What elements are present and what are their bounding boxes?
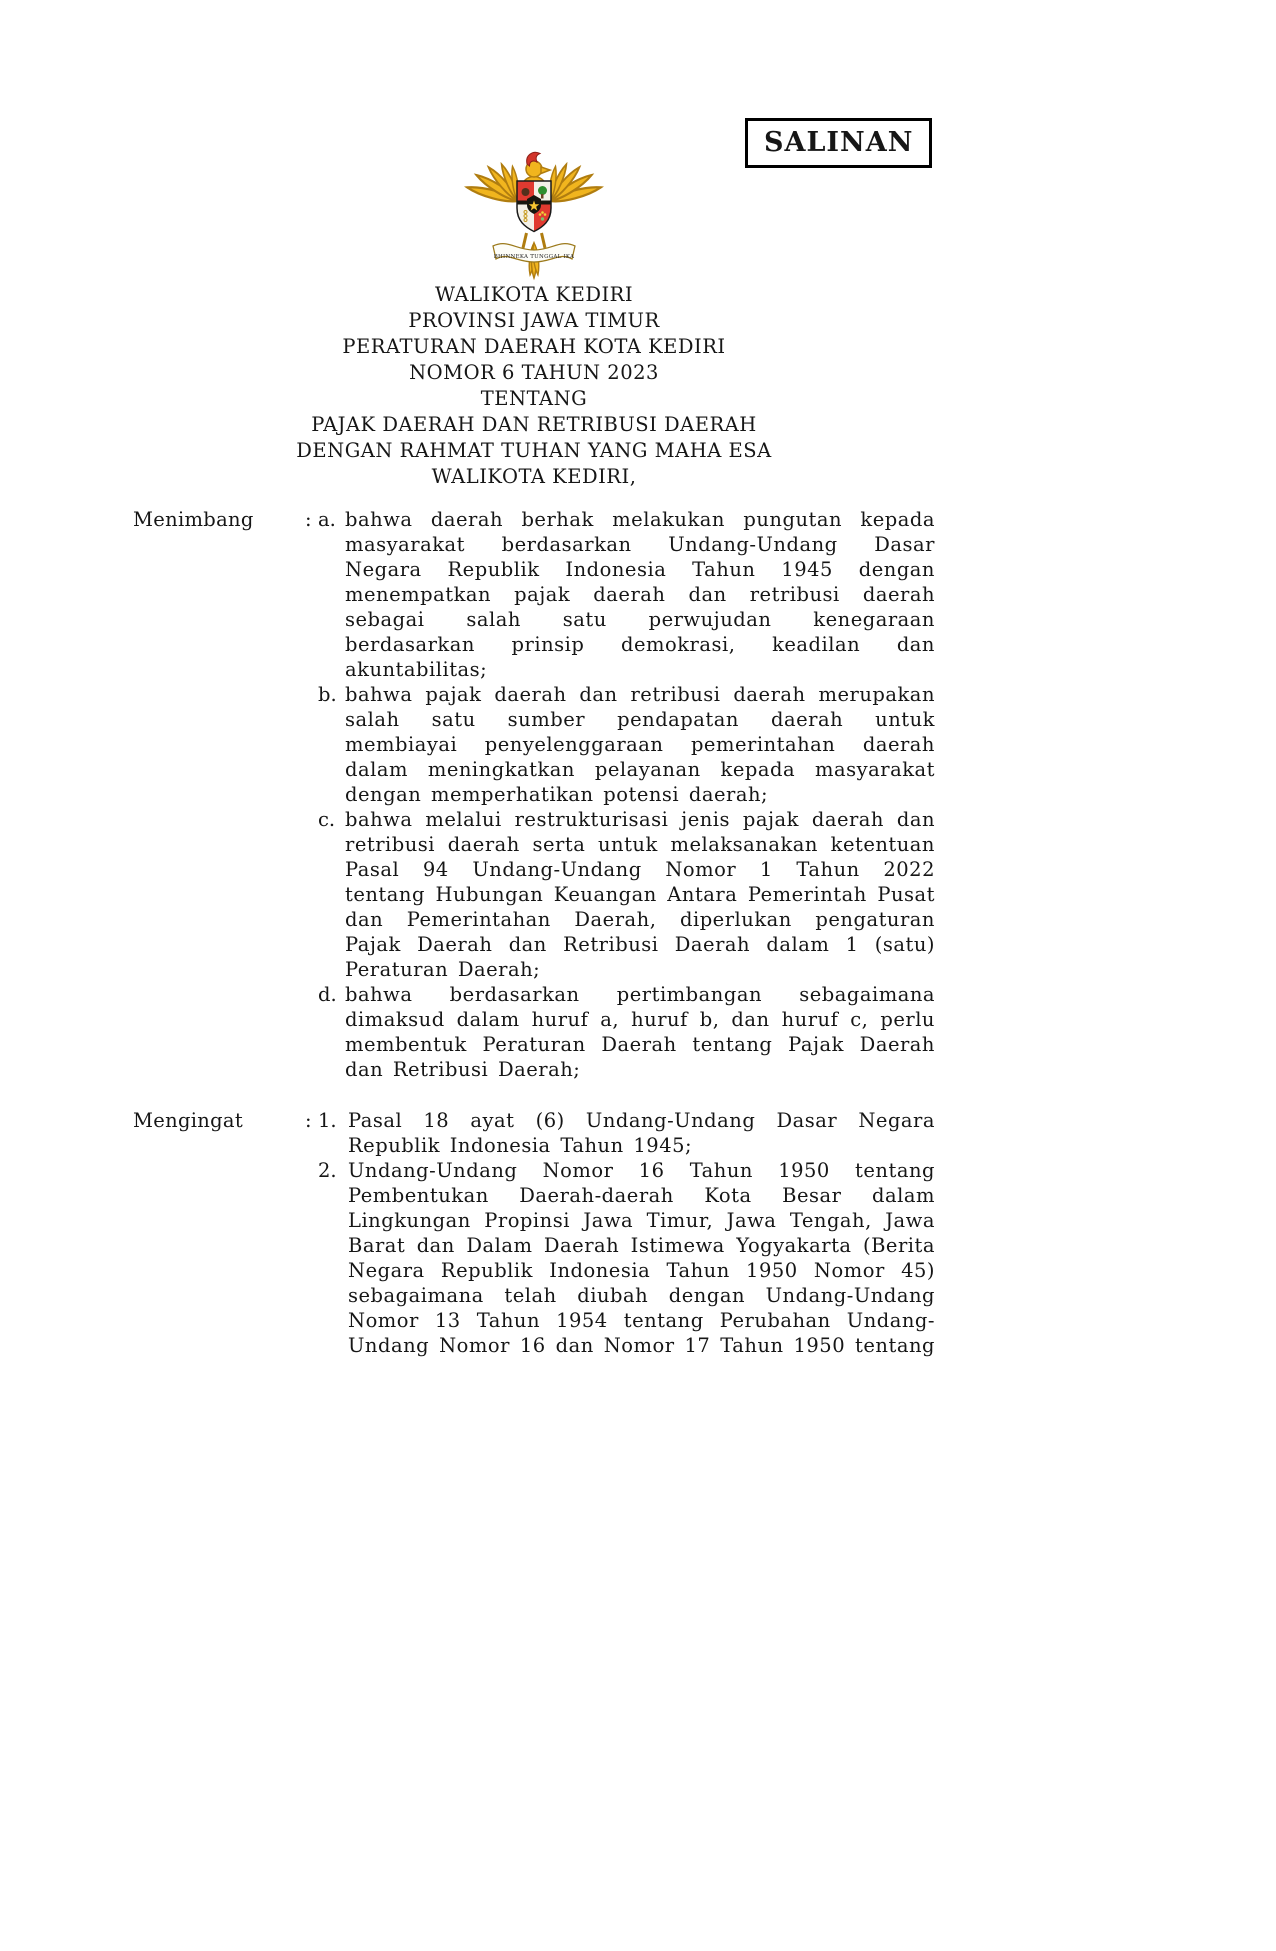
mengingat-label: Mengingat xyxy=(133,1109,243,1132)
menimbang-items xyxy=(318,507,935,1082)
heading-regulation-title: PERATURAN DAERAH KOTA KEDIRI xyxy=(342,335,726,358)
item-text: bahwa berdasarkan pertimbangan sebagaimana dimaksud dalam huruf a, huruf b, dan huruf c, perlu membentuk Peraturan Daerah tentang Pajak Daerah dan Retribusi Daerah; xyxy=(345,983,935,1081)
mengingat-item-2 xyxy=(318,1158,935,1358)
document-content xyxy=(133,0,935,1358)
mengingat-items xyxy=(318,1108,935,1358)
menimbang-label: Menimbang xyxy=(133,508,254,531)
menimbang-item-a xyxy=(318,507,935,682)
garuda-pancasila-emblem xyxy=(459,122,609,282)
menimbang-section xyxy=(133,507,935,1082)
mengingat-colon: : xyxy=(305,1109,312,1132)
heading-subject: PAJAK DAERAH DAN RETRIBUSI DAERAH xyxy=(311,413,757,436)
item-marker: 2. xyxy=(318,1159,337,1182)
heading-province: PROVINSI JAWA TIMUR xyxy=(408,309,660,332)
menimbang-item-b xyxy=(318,682,935,807)
garuda-pancasila-icon xyxy=(459,122,609,282)
heading-authority: WALIKOTA KEDIRI xyxy=(434,283,634,306)
mengingat-section xyxy=(133,1108,935,1358)
item-marker: b. xyxy=(318,683,337,706)
item-marker: c. xyxy=(318,808,336,831)
heading-invocation: DENGAN RAHMAT TUHAN YANG MAHA ESA xyxy=(296,439,772,462)
item-text: Pasal 18 ayat (6) Undang-Undang Dasar Negara Republik Indonesia Tahun 1945; xyxy=(348,1109,935,1157)
beak xyxy=(541,167,550,174)
mengingat-item-1 xyxy=(318,1108,935,1158)
pancasila-shield xyxy=(517,181,551,233)
item-marker: 1. xyxy=(318,1109,337,1132)
motto-text: BHINNEKA TUNGGAL IKA xyxy=(493,254,575,260)
menimbang-colon: : xyxy=(305,508,312,531)
item-marker: a. xyxy=(318,508,336,531)
item-text: bahwa pajak daerah dan retribusi daerah merupakan salah satu sumber pendapatan daerah untuk membiayai penyelenggaraan pemerintahan daerah dalam meningkatkan pelayanan kepada masyarakat dengan memperhatikan potensi daerah; xyxy=(345,683,935,806)
menimbang-item-d xyxy=(318,982,935,1082)
item-text: bahwa daerah berhak melakukan pungutan kepada masyarakat berdasarkan Undang-Undang Dasar Negara Republik Indonesia Tahun 1945 dengan menempatkan pajak daerah dan retribusi daerah sebagai salah satu perwujudan kenegaraan berdasarkan prinsip demokrasi, keadilan dan akuntabilitas; xyxy=(345,508,935,681)
item-marker: d. xyxy=(318,983,337,1006)
item-text: Undang-Undang Nomor 16 Tahun 1950 tentang Pembentukan Daerah-daerah Kota Besar dalam Lingkungan Propinsi Jawa Timur, Jawa Tengah, Jawa Barat dan Dalam Daerah Istimewa Yogyakarta (Berita Negara Republik Indonesia Tahun 1950 Nomor 45) sebagaimana telah diubah dengan Undang-Undang Nomor 13 Tahun 1954 tentang Perubahan Undang-Undang Nomor 16 dan Nomor 17 Tahun 1950 tentang xyxy=(348,1159,935,1357)
heading-regulation-number: NOMOR 6 TAHUN 2023 xyxy=(409,361,659,384)
right-wing xyxy=(547,163,601,205)
salinan-stamp-label: SALINAN xyxy=(764,127,914,158)
menimbang-item-c xyxy=(318,807,935,982)
heading-tentang: TENTANG xyxy=(480,387,588,410)
item-text: bahwa melalui restrukturisasi jenis pajak daerah dan retribusi daerah serta untuk melaksanakan ketentuan Pasal 94 Undang-Undang Nomor 1 Tahun 2022 tentang Hubungan Keuangan Antara Pemerintah Pusat dan Pemerintahan Daerah, diperlukan pengaturan Pajak Daerah dan Retribusi Daerah dalam 1 (satu) Peraturan Daerah; xyxy=(345,808,935,981)
left-wing xyxy=(466,163,520,205)
heading-signatory: WALIKOTA KEDIRI, xyxy=(431,465,637,488)
